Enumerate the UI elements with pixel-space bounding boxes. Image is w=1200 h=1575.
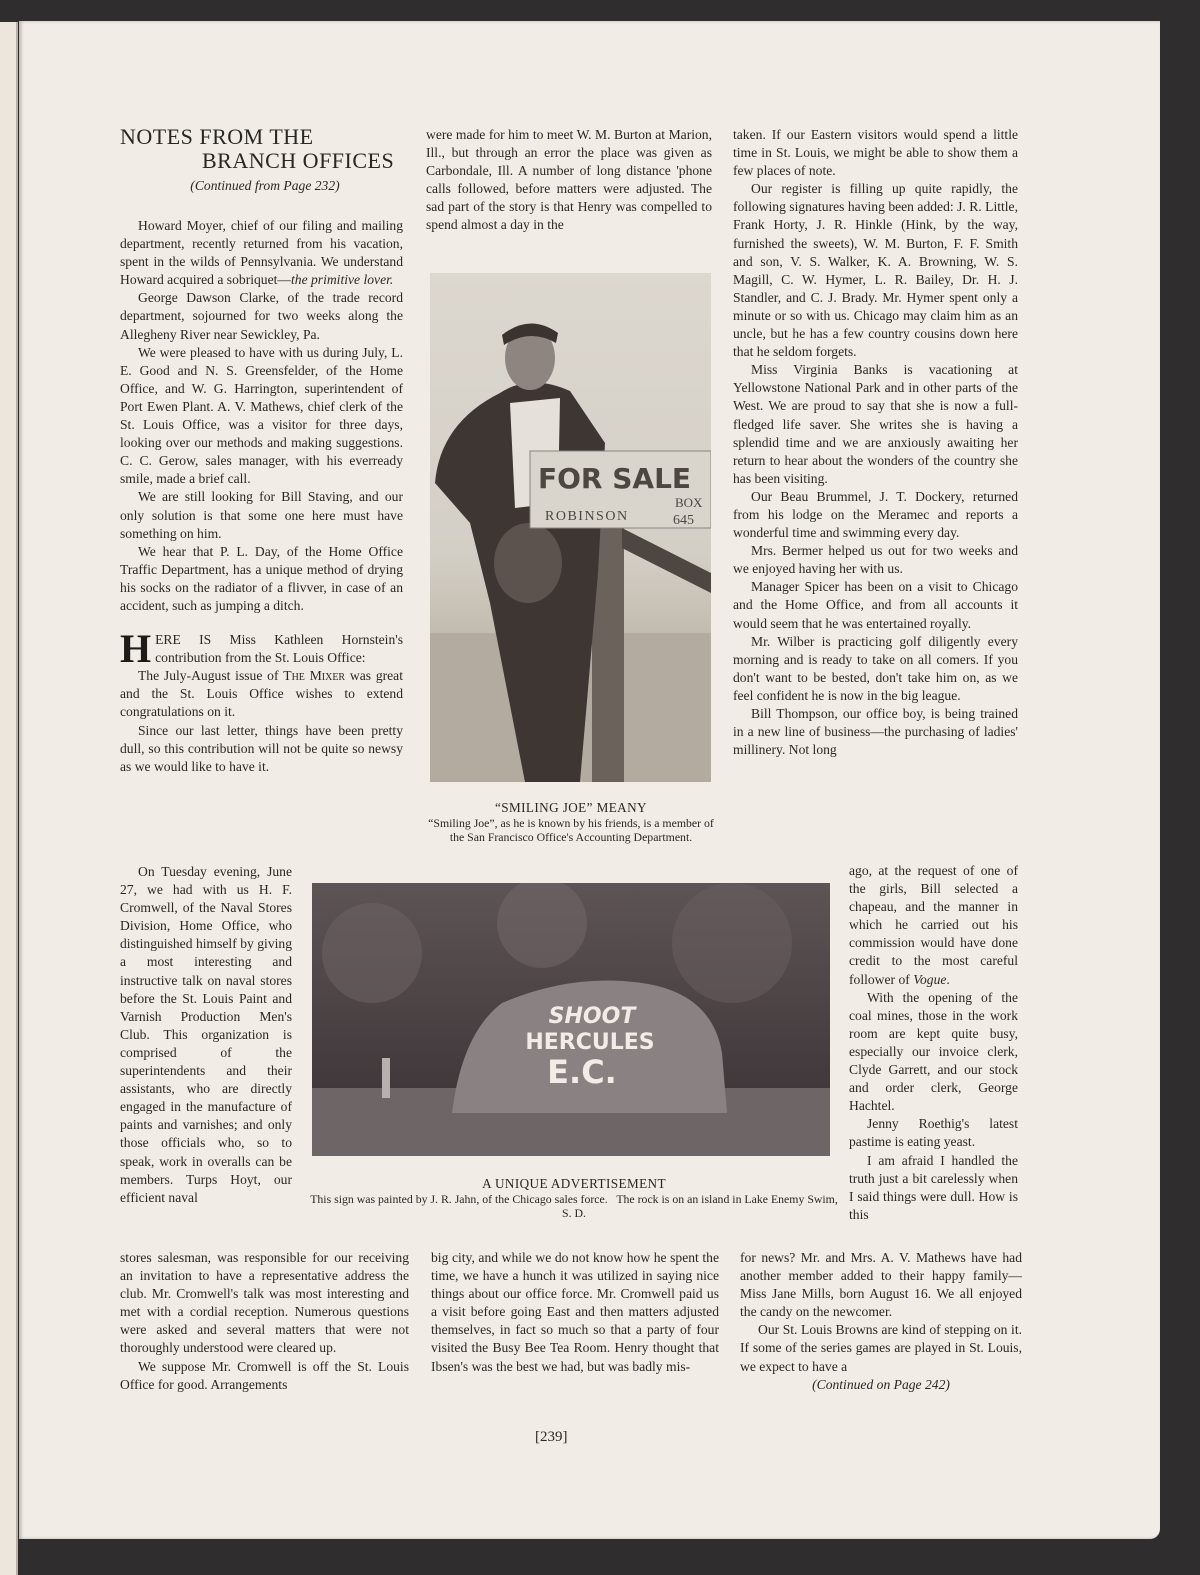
paragraph: On Tuesday evening, June 27, we had with us H. F. Cromwell, of the Naval Stores Division, Home Office, who distinguished himself by giving a most interesting and instructive talk on naval stores before the St. Louis Paint and Varnish Production Men's Club. This organization is comprised of the superintendents and their assistants, who are directly engaged in the manufacture of paints and varnishes; and only those officials who, so to speak, work in overalls can be members. Turps Hoyt, our efficient naval [120,864,292,1205]
paragraph: Mr. Wilber is practicing golf diligently every morning and is ready to take on all comers. If you don't want to be bested, don't take him on, as we feel confident he is now in the big league. [733,633,1018,703]
paragraph: Jenny Roethig's latest pastime is eating yeast. [849,1116,1018,1150]
paragraph: Our Beau Brummel, J. T. Dockery, returned from his lodge on the Meramec and reports a wonderful time and swimming every day. [733,488,1018,541]
drop-cap: H [120,626,152,672]
sign-box-text: BOX [675,495,703,510]
paragraph: big city, and while we do not know how he spent the time, we have a hunch it was utilized in saying nice things about our office force. Mr. Cromwell paid us a visit before going East and then matters adjusted themselves, in fact so much so that a party of four visited the Busy Bee Tea Room. Henry thought that Ibsen's was the best we had, but was badly mis- [431,1250,719,1374]
page-number: [239] [535,1429,568,1445]
paragraph: Mrs. Bermer helped us out for two weeks and we enjoyed having her with us. [733,543,1018,577]
column-2-bottom [431,1249,719,1376]
paragraph: ago, at the request of one of the girls, Bill selected a chapeau, and the manner in which he carried out his commission would have done credit to the most careful follower of Vogue. [849,863,1018,987]
caption-body: This sign was painted by J. R. Jahn, of the Chicago sales force. The rock is on an island in Lake Enemy Swim, S. D. [310,1192,841,1220]
title-line-2: BRANCH OFFICES [202,148,395,173]
sign-number-text: 645 [673,513,694,528]
paragraph: We suppose Mr. Cromwell is off the St. Louis Office for good. Arrangements [120,1358,409,1392]
man-with-sign-illustration [430,273,711,782]
paragraph: I am afraid I handled the truth just a bit carelessly when I said things were dull. How is this [849,1152,1018,1222]
paragraph: Bill Thompson, our office boy, is being trained in a new line of business—the purchasing of ladies' millinery. Not long [733,706,1018,758]
column-3-narrow [849,862,1018,1224]
continued-from-note: (Continued from Page 232) [190,178,340,193]
paragraph: George Dawson Clarke, of the trade record department, sojourned for two weeks along the Allegheny River near Sewickley, Pa. [120,290,403,342]
sobriquet: the primitive lover. [291,272,394,288]
paragraph: were made for him to meet W. M. Burton at Marion, Ill., but through an error the place was given as Carbondale, Ill. A number of long distance 'phone calls followed, before matters were adjusted. The sad part of the story is that Henry was compelled to spend almost a day in the [426,127,712,233]
rock-text-line-1: SHOOT [548,1004,636,1029]
column-1-narrow [120,863,292,1207]
column-1-bottom [120,1249,409,1394]
paragraph: We are still looking for Bill Staving, and our only solution is that some one here must have something on him. [120,489,403,541]
paragraph: Manager Spicer has been on a visit to Chicago and the Home Office, and from all accounts it would seem that he was entertained royally. [733,579,1018,631]
paragraph: Our register is filling up quite rapidly, the following signatures having been added: J. R. Little, Frank Horty, J. R. Hinkle (Hink, by the way, furnished the sweets), W. M. Burton, F. F. Smith and son, V. S. Walker, K. A. Browning, W. S. Magill, C. W. Hymer, L. R. Bailey, Dr. H. J. Standler, and C. J. Brady. Mr. Hymer spent only a minute or so with us. Chicago may claim him as an uncle, but he has a few country cousins down here that he seldom forgets. [733,181,1018,360]
paragraph: Our St. Louis Browns are kind of stepping on it. If some of the series games are played in St. Louis, we expect to have a [740,1322,1022,1374]
paragraph: Howard Moyer, chief of our filing and mailing department, recently returned from his vacation, spent in the wilds of Pennsylvania. We understand Howard acquired a sobriquet—the primitive lover. [120,218,403,288]
rock-caption [309,1176,839,1220]
smiling-joe-caption [427,800,715,844]
caption-title: “SMILING JOE” MEANY [495,800,647,815]
paragraph: taken. If our Eastern visitors would spend a little time in St. Louis, we might be able to show them a few places of note. [733,127,1018,179]
paragraph: We hear that P. L. Day, of the Home Office Traffic Department, has a unique method of drying his socks on the radiator of a flivver, in case of an accident, such as jumping a ditch. [120,543,403,613]
paragraph: for news? Mr. and Mrs. A. V. Mathews have had another member added to their happy family—Miss Jane Mills, born August 16. We all enjoyed the candy on the newcomer. [740,1250,1022,1320]
column-2-top [426,126,712,235]
painted-rock-illustration [312,883,830,1156]
paragraph: stores salesman, was responsible for our receiving an invitation to have a representative address the club. Mr. Cromwell's talk was most interesting and met with a cordial reception. Numerous questions were asked and several matters that were not thoroughly understood were cleared up. [120,1250,409,1356]
smiling-joe-photo [430,273,711,782]
column-1-top [120,217,403,776]
caption-title: A UNIQUE ADVERTISEMENT [482,1176,666,1191]
caption-body: “Smiling Joe”, as he is known by his friends, is a member of the San Francisco Office's Accounting Department. [428,816,714,844]
rock-text-line-2: HERCULES [525,1030,655,1055]
paragraph: With the opening of the coal mines, those in the work room are kept quite busy, especially our invoice clerk, Clyde Garrett, and our stock and order clerk, George Hachtel. [849,989,1018,1114]
paragraph: We were pleased to have with us during July, L. E. Good and N. S. Greensfelder, of the Home Office, and W. G. Harrington, superintendent of Port Ewen Plant. A. V. Mathews, chief clerk of the St. Louis Office, was a visitor for three days, looking over our methods and making suggestions. C. C. Gerow, sales manager, with his everready smile, made a brief call. [120,344,403,487]
article-title [120,125,410,173]
magazine-name: The Mixer [283,668,346,684]
continued-on-note: (Continued on Page 242) [812,1376,950,1392]
sign-name-text: ROBINSON [545,509,629,524]
paragraph: Miss Virginia Banks is vacationing at Yellowstone National Park and in other parts of the West. We are proud to say that she is now a full-fledged life saver. She writes she is having a splendid time and we are anxiously awaiting her return to hear about the wonders of the country she has been visiting. [733,362,1018,486]
sign-main-text: FOR SALE [538,462,692,495]
stlouis-intro: HERE IS Miss Kathleen Hornstein's contribution from the St. Louis Office: [120,626,403,672]
column-3-top [733,126,1018,759]
paragraph: The July-August issue of The Mixer was great and the St. Louis Office wishes to extend congratulations on it. [120,668,403,720]
vogue-title: Vogue [913,971,947,987]
magazine-page [19,21,1160,1539]
rock-text-line-3: E.C. [547,1053,617,1091]
rock-advertisement-photo [312,883,830,1156]
column-3-bottom [740,1249,1022,1394]
previous-page-edge [0,22,18,1575]
title-line-1: NOTES FROM THE [120,124,314,149]
paragraph: Since our last letter, things have been pretty dull, so this contribution will not be quite so newsy as we would like to have it. [120,722,403,774]
